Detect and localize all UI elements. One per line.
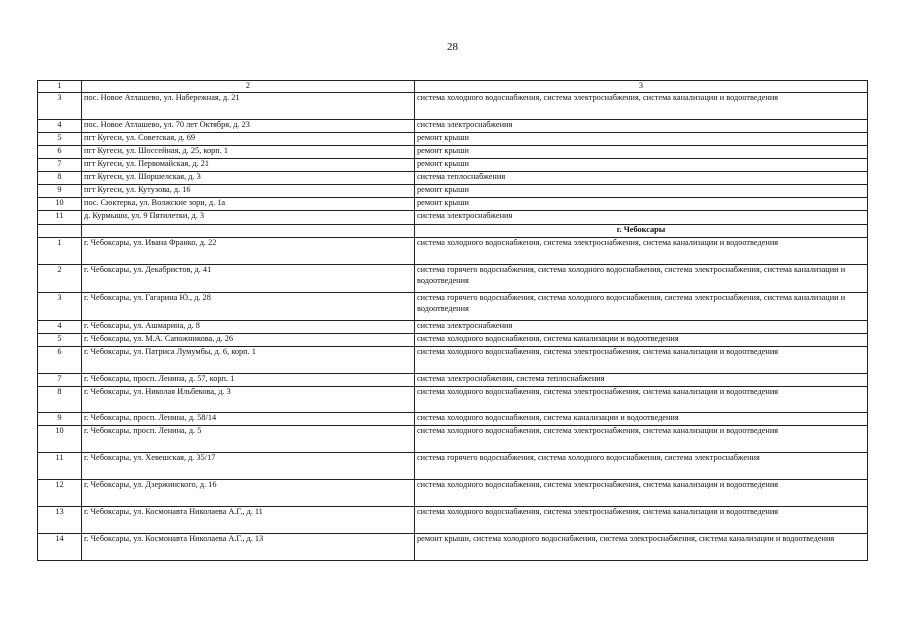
- row-number: 6: [38, 347, 82, 374]
- row-address: д. Курмыши, ул. 9 Пятилетки, д. 3: [82, 211, 415, 225]
- row-works: система холодного водоснабжения, система канализации и водоотведения: [415, 334, 868, 347]
- row-address: г. Чебоксары, просп. Ленина, д. 5: [82, 426, 415, 453]
- row-works: ремонт крыши: [415, 159, 868, 172]
- row-address: пос. Сюктерка, ул. Волжские зори, д. 1а: [82, 198, 415, 211]
- row-address: г. Чебоксары, ул. М.А. Сапожникова, д. 26: [82, 334, 415, 347]
- row-address: пос. Новое Атлашево, ул. 70 лет Октября, д. 23: [82, 120, 415, 133]
- row-works: система электроснабжения: [415, 321, 868, 334]
- row-number: 11: [38, 453, 82, 480]
- row-number: 8: [38, 172, 82, 185]
- row-works: система электроснабжения: [415, 120, 868, 133]
- table-row: [38, 146, 868, 159]
- row-number: 2: [38, 265, 82, 293]
- section-empty-cell: [82, 225, 415, 238]
- row-number: 1: [38, 238, 82, 265]
- table-row: [38, 480, 868, 507]
- section-row: [38, 225, 868, 238]
- row-works: система холодного водоснабжения, система канализации и водоотведения: [415, 413, 868, 426]
- table-row: [38, 159, 868, 172]
- table-row: [38, 413, 868, 426]
- row-works: ремонт крыши: [415, 133, 868, 146]
- row-address: г. Чебоксары, ул. Космонавта Николаева А.Г., д. 11: [82, 507, 415, 534]
- row-number: 7: [38, 159, 82, 172]
- header-col-1: 1: [38, 81, 82, 93]
- row-works: система электроснабжения, система теплоснабжения: [415, 374, 868, 387]
- table-row: [38, 293, 868, 321]
- row-works: система горячего водоснабжения, система холодного водоснабжения, система электроснабжения, система канализации и водоотведения: [415, 265, 868, 293]
- row-works: система холодного водоснабжения, система электроснабжения, система канализации и водоотведения: [415, 507, 868, 534]
- row-number: 11: [38, 211, 82, 225]
- row-works: ремонт крыши: [415, 198, 868, 211]
- row-number: 9: [38, 413, 82, 426]
- table-row: [38, 321, 868, 334]
- table-body: [38, 81, 868, 561]
- row-number: 4: [38, 120, 82, 133]
- row-number: 5: [38, 334, 82, 347]
- row-works: ремонт крыши: [415, 185, 868, 198]
- row-address: пгт Кугеси, ул. Первомайская, д. 21: [82, 159, 415, 172]
- table-row: [38, 93, 868, 120]
- row-address: г. Чебоксары, ул. Николая Ильбекова, д. 3: [82, 387, 415, 413]
- header-col-2: 2: [82, 81, 415, 93]
- row-address: г. Чебоксары, ул. Космонавта Николаева А.Г., д. 13: [82, 534, 415, 561]
- row-address: г. Чебоксары, ул. Патриса Лумумбы, д. 6, корп. 1: [82, 347, 415, 374]
- row-address: пгт Кугеси, ул. Шоссейная, д. 25, корп. 1: [82, 146, 415, 159]
- row-address: г. Чебоксары, ул. Хевешская, д. 35/17: [82, 453, 415, 480]
- table-row: [38, 426, 868, 453]
- row-number: 10: [38, 426, 82, 453]
- row-number: 14: [38, 534, 82, 561]
- row-works: система холодного водоснабжения, система электроснабжения, система канализации и водоотведения: [415, 387, 868, 413]
- row-number: 7: [38, 374, 82, 387]
- section-empty-cell: [38, 225, 82, 238]
- row-address: г. Чебоксары, просп. Ленина, д. 57, корп. 1: [82, 374, 415, 387]
- row-works: система горячего водоснабжения, система холодного водоснабжения, система электроснабжения, система канализации и водоотведения: [415, 293, 868, 321]
- table-row: [38, 507, 868, 534]
- table-row: [38, 238, 868, 265]
- row-address: пос. Новое Атлашево, ул. Набережная, д. 21: [82, 93, 415, 120]
- row-address: пгт Кугеси, ул. Шоршелская, д. 3: [82, 172, 415, 185]
- table-row: [38, 453, 868, 480]
- row-number: 3: [38, 93, 82, 120]
- table-row: [38, 347, 868, 374]
- table-row: [38, 172, 868, 185]
- row-works: система холодного водоснабжения, система электроснабжения, система канализации и водоотведения: [415, 238, 868, 265]
- row-works: система холодного водоснабжения, система электроснабжения, система канализации и водоотведения: [415, 480, 868, 507]
- header-col-3: 3: [415, 81, 868, 93]
- row-address: пгт Кугеси, ул. Кутузова, д. 16: [82, 185, 415, 198]
- row-number: 4: [38, 321, 82, 334]
- header-row: [38, 81, 868, 93]
- row-address: г. Чебоксары, ул. Ивана Франко, д. 22: [82, 238, 415, 265]
- table-row: [38, 534, 868, 561]
- row-address: пгт Кугеси, ул. Советская, д. 69: [82, 133, 415, 146]
- row-address: г. Чебоксары, ул. Гагарина Ю., д. 28: [82, 293, 415, 321]
- row-address: г. Чебоксары, ул. Декабристов, д. 41: [82, 265, 415, 293]
- row-number: 13: [38, 507, 82, 534]
- row-address: г. Чебоксары, ул. Дзержинского, д. 16: [82, 480, 415, 507]
- row-works: ремонт крыши, система холодного водоснабжения, система электроснабжения, система канализации и водоотведения: [415, 534, 868, 561]
- row-works: система холодного водоснабжения, система электроснабжения, система канализации и водоотведения: [415, 93, 868, 120]
- row-number: 3: [38, 293, 82, 321]
- row-works: система теплоснабжения: [415, 172, 868, 185]
- table-row: [38, 198, 868, 211]
- table-row: [38, 120, 868, 133]
- row-address: г. Чебоксары, просп. Ленина, д. 58/14: [82, 413, 415, 426]
- table-row: [38, 211, 868, 225]
- row-works: система электроснабжения: [415, 211, 868, 225]
- row-works: система холодного водоснабжения, система электроснабжения, система канализации и водоотведения: [415, 347, 868, 374]
- row-number: 6: [38, 146, 82, 159]
- row-number: 10: [38, 198, 82, 211]
- section-title: г. Чебоксары: [415, 225, 868, 238]
- table-row: [38, 334, 868, 347]
- table-row: [38, 374, 868, 387]
- row-works: система холодного водоснабжения, система электроснабжения, система канализации и водоотведения: [415, 426, 868, 453]
- table-row: [38, 387, 868, 413]
- works-table: [37, 80, 868, 561]
- row-works: ремонт крыши: [415, 146, 868, 159]
- table-row: [38, 265, 868, 293]
- row-address: г. Чебоксары, ул. Ашмарина, д. 8: [82, 321, 415, 334]
- row-number: 8: [38, 387, 82, 413]
- row-works: система горячего водоснабжения, система холодного водоснабжения, система электроснабжения: [415, 453, 868, 480]
- table-row: [38, 133, 868, 146]
- page-number: 28: [447, 41, 458, 53]
- row-number: 5: [38, 133, 82, 146]
- row-number: 12: [38, 480, 82, 507]
- table-row: [38, 185, 868, 198]
- row-number: 9: [38, 185, 82, 198]
